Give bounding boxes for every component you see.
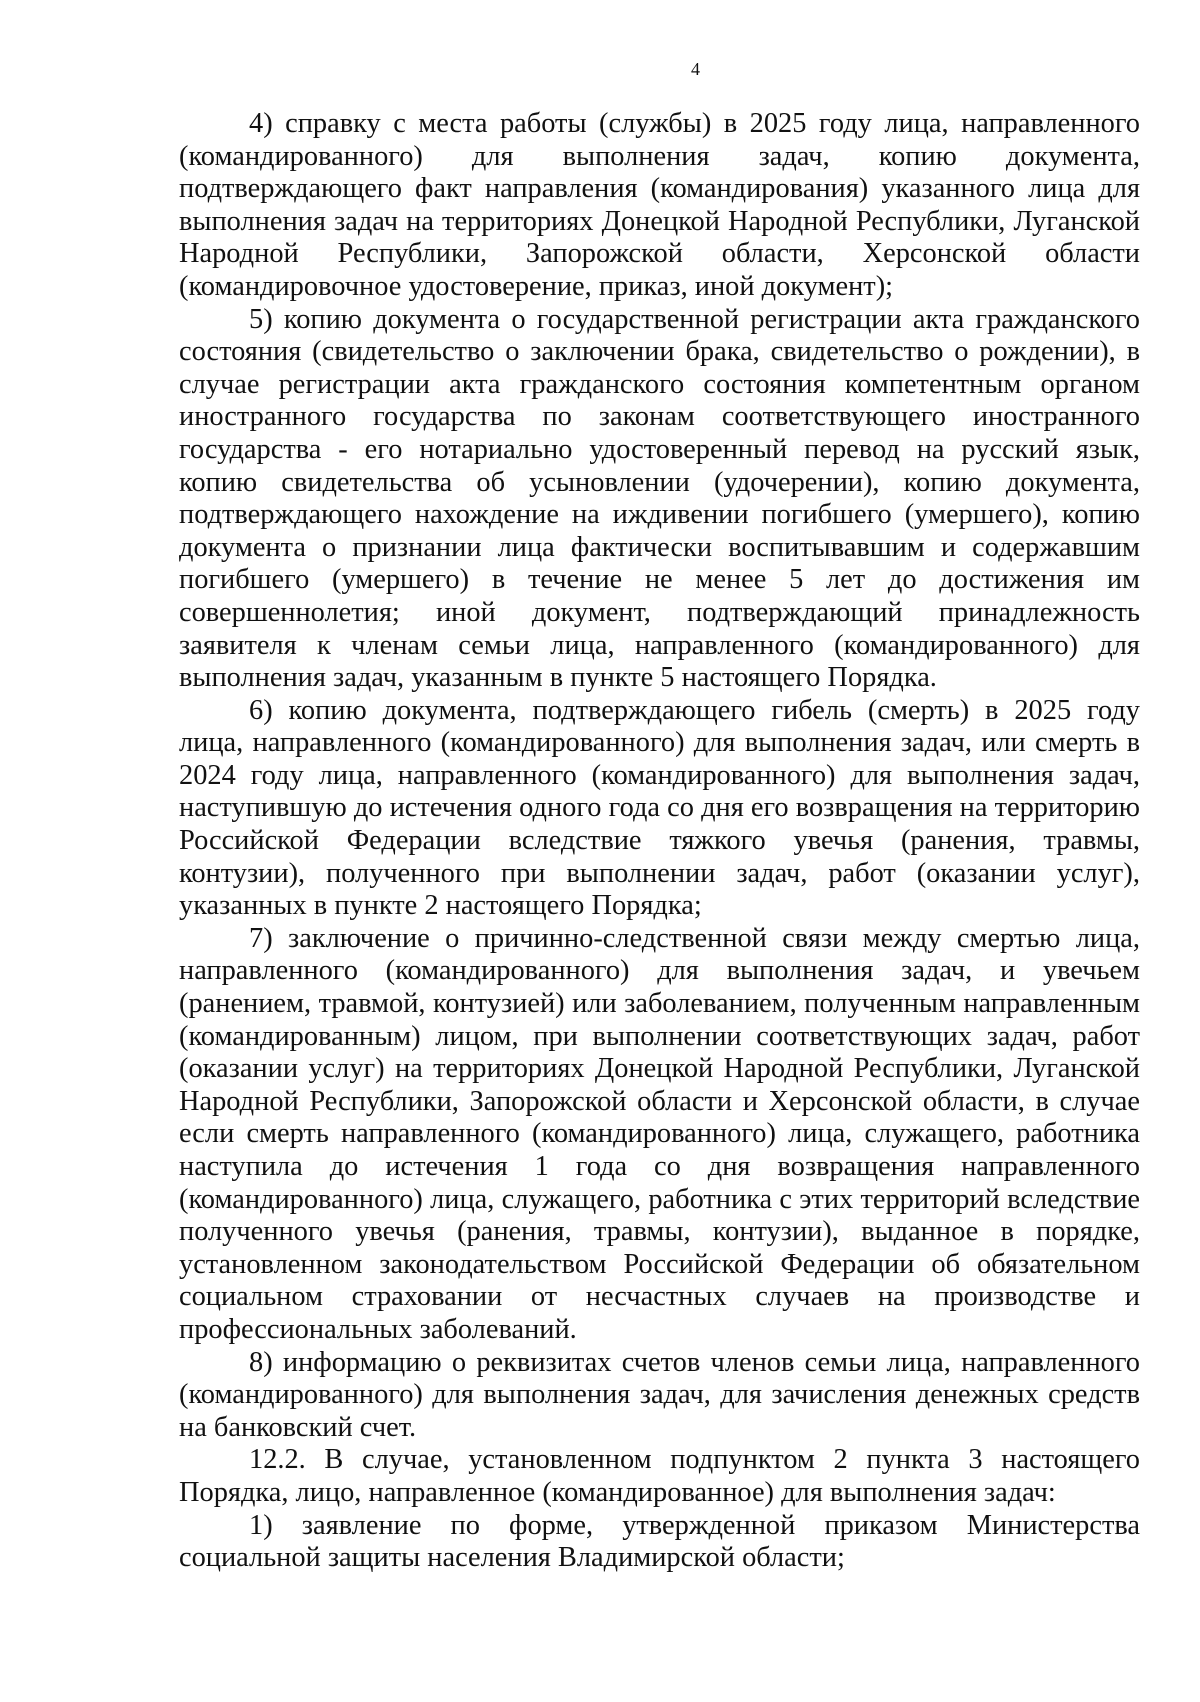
paragraph-section-12-2: 12.2. В случае, установленном подпунктом 2 пункта 3 настоящего Порядка, лицо, направленное (командированное) для выполнения задач:: [179, 1444, 1140, 1508]
paragraph-item-8: 8) информацию о реквизитах счетов членов семьи лица, направленного (командированного) для выполнения задач, для зачисления денежных средств на банковский счет.: [179, 1346, 1140, 1443]
paragraph-item-5: 5) копию документа о государственной регистрации акта гражданского состояния (свидетельство о заключении брака, свидетельство о рождении), в случае регистрации акта гражданского состояния компетентным органом иностранного государства по законам соответствующего иностранного государства - его нотариально удостоверенный перевод на русский язык, копию свидетельства об усыновлении (удочерении), копию документа, подтверждающего нахождение на иждивении погибшего (умершего), копию документа о признании лица фактически воспитывавшим и содержавшим погибшего (умершего) в течение не менее 5 лет до достижения им совершеннолетия; иной документ, подтверждающий принадлежность заявителя к членам семьи лица, направленного (командированного) для выполнения задач, указанным в пункте 5 настоящего Порядка.: [179, 303, 1140, 694]
paragraph-item-4: 4) справку с места работы (службы) в 2025 году лица, направленного (командированного) для выполнения задач, копию документа, подтверждающего факт направления (командирования) указанного лица для выполнения задач на территориях Донецкой Народной Республики, Луганской Народной Республики, Запорожской области, Херсонской области (командировочное удостоверение, приказ, иной документ);: [179, 108, 1140, 302]
paragraph-item-7: 7) заключение о причинно-следственной связи между смертью лица, направленного (командированного) для выполнения задач, и увечьем (ранением, травмой, контузией) или заболеванием, полученным направленным (командированным) лицом, при выполнении соответствующих задач, работ (оказании услуг) на территориях Донецкой Народной Республики, Луганской Народной Республики, Запорожской области и Херсонской области, в случае если смерть направленного (командированного) лица, служащего, работника наступила до истечения 1 года со дня возвращения направленного (командированного) лица, служащего, работника с этих территорий вследствие полученного увечья (ранения, травмы, контузии), выданное в порядке, установленном законодательством Российской Федерации об обязательном социальном страховании от несчастных случаев на производстве и профессиональных заболеваний.: [179, 922, 1140, 1345]
page-number: 4: [691, 59, 700, 79]
paragraph-item-6: 6) копию документа, подтверждающего гибель (смерть) в 2025 году лица, направленного (командированного) для выполнения задач, или смерть в 2024 году лица, направленного (командированного) для выполнения задач, наступившую до истечения одного года со дня его возвращения на территорию Российской Федерации вследствие тяжкого увечья (ранения, травмы, контузии), полученного при выполнении задач, работ (оказании услуг), указанных в пункте 2 настоящего Порядка;: [179, 694, 1140, 922]
paragraph-item-1: 1) заявление по форме, утвержденной приказом Министерства социальной защиты населения Владимирской области;: [179, 1509, 1140, 1574]
